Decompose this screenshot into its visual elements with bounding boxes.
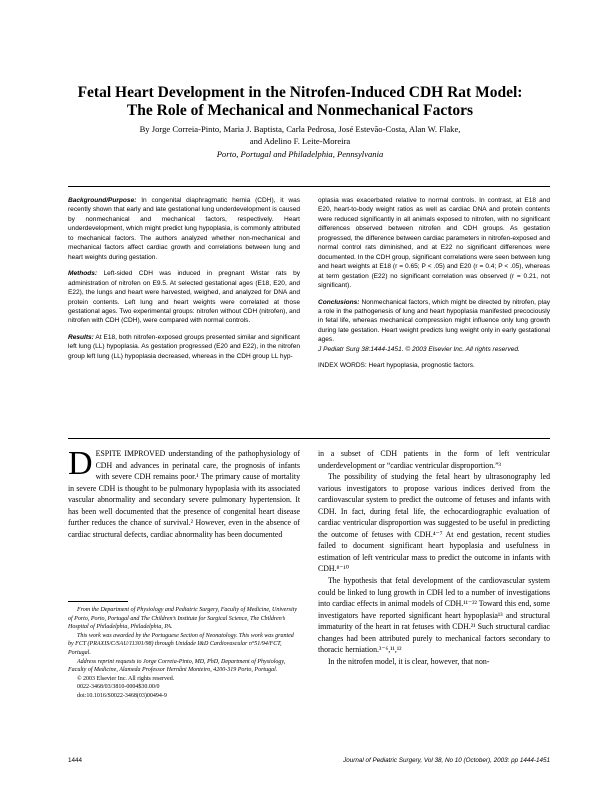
author-list — [70, 124, 530, 147]
drop-cap: D — [68, 445, 93, 482]
footnote-address: Address reprint requests to Jorge Correia-Pinto, MD, PhD, Department of Physiology, Faculty of Medicine, Alameda Professor Hernâni Monteiro, 4200-319 Porto, Portugal. — [68, 658, 286, 674]
abstract-background — [68, 196, 300, 262]
background-label: Background/Purpose: — [68, 197, 137, 204]
page-number: 1444 — [68, 757, 83, 764]
abstract-results-continued: oplasia was exacerbated relative to normal controls. In contrast, at E18 and E20, heart-to-body weight ratios as well as cardiac DNA and protein contents were reduced significantly in all animals exposed to nitrofen, with no significant differences observed between nitrofen and CDH groups. As gestation progressed, the difference between cardiac parameters in nitrofen-exposed and normal control rats diminished, and at E22 no significant differences were documented. In the CDH group, significant correlations were seen between lung and heart weights at E18 (r = 0.65; P < .05) and E20 (r = 0.4; P < .05), whereas at term gestation (E22) no significant correlation was observed (r = 0.21, not significant). — [318, 197, 550, 290]
title-line-2: The Role of Mechanical and Nonmechanical Factors — [126, 102, 474, 119]
article-title — [40, 84, 560, 120]
footnote-copyright: © 2003 Elsevier Inc. All rights reserved. — [77, 675, 175, 682]
results-text: At E18, both nitrofen-exposed groups presented similar and significant left lung (LL) hypoplasia. As gestation progressed (E20 and E22), in the nitrofen group left lung (LL) hypoplasia decreased, whereas in the CDH group LL hyp- — [68, 333, 300, 360]
abstract-methods — [68, 269, 300, 326]
abstract-bottom-rule — [68, 438, 550, 439]
footnotes — [68, 606, 300, 701]
methods-text: Left-sided CDH was induced in pregnant Wistar rats by administration of nitrofen on E9.5. At selected gestational ages (E18, E20, and E22), the lungs and heart were harvested, weighed, and analyzed for DNA and protein contents. Left lung and heart weights were correlated at those gestational ages. Two experimental groups: nitrofen without CDH (nitrofen), and nitrofen with CDH (CDH), were compared with normal controls. — [68, 270, 300, 325]
affiliation: Porto, Portugal and Philadelphia, Pennsylvania — [216, 149, 384, 159]
title-line-1: Fetal Heart Development in the Nitrofen-Induced CDH Rat Model: — [77, 84, 523, 101]
conclusions-text: Nonmechanical factors, which might be directed by nitrofen, play a role in the pathogenesis of lung and heart hypoplasia manifested precociously in fetal life, whereas mechanical compression might influence only lung growth during late gestation. Heart weight predicts lung weight only in early gestational ages. — [318, 298, 550, 344]
journal-citation: J Pediatr Surg 38:1444-1451. © 2003 Elsevier Inc. All rights reserved. — [318, 345, 520, 353]
authors-line-2: and Adelino F. Leite-Moreira — [249, 135, 351, 146]
abstract-conclusions — [318, 298, 550, 355]
results-label: Results: — [68, 333, 94, 341]
body-paragraph-4: In the nitrofen model, it is clear, however, that non- — [328, 656, 490, 666]
footnote-from: From the Department of Physiology and Pediatric Surgery, Faculty of Medicine, University of Porto, Porto, Portugal and The Children’s Institute for Surgical Science, The Children’s Hospital of Philadelphia, Philadelphia, PA. — [68, 607, 298, 631]
abstract-column-right — [318, 196, 550, 378]
index-words: INDEX WORDS: Heart hypoplasia, prognostic factors. — [318, 362, 475, 370]
background-text: In congenital diaphragmatic hernia (CDH), it was recently shown that early and late gestational lung underdevelopment is caused by nonmechanical and mechanical factors, respectively. Heart underdevelopment, which might predict lung hypoplasia, is commonly attributed to mechanical factors. The authors analyzed whether non-mechanical and mechanical factors affect cardiac growth and correlations between lung and heart weights during gestation. — [68, 197, 300, 261]
body-paragraph-2: The possibility of studying the fetal heart by ultrasonography led various investigators to propose various indices derived from the cardiovascular system to predict the outcome of fetuses and infants with CDH. In fact, during fetal life, the echocardiographic evaluation of cardiac ventricular disproportion was suggested to be useful in predicting the outcome of fetuses with CDH.⁴⁻⁷ At end gestation, recent studies failed to document significant heart hypoplasia and usefulness in estimation of left ventricular mass to predict the outcome in infants with CDH.⁸⁻¹⁰ — [318, 472, 550, 574]
body-paragraph-3: The hypothesis that fetal development of the cardiovascular system could be linked to lung growth in CDH led to a number of investigations into cardiac effects in animal models of CDH.¹¹⁻²² Toward this end, some investigators have reported significant heart hypoplasia¹³ and structural immaturity of the heart in rat fetuses with CDH.²¹ Such structural cardiac changes had been attributed purely to mechanical factors secondary to thoracic herniation.³⁻⁶,¹¹,¹² — [318, 576, 550, 655]
body-column-right — [318, 448, 550, 667]
intro-text: understanding of the pathophysiology of CDH and advances in perinatal care, the prognosis of infants with severe CDH remains poor.¹ The primary cause of mortality in severe CDH is thought to be pulmonary hypoplasia with its associated vascular abnormality and secondary severe pulmonary hypertension. It has been well documented that the presence of congenital heart disease further reduces the chance of survival.² However, even in the absence of cardiac structural defects, cardiac abnormality has been documented — [68, 449, 301, 539]
intro-paragraph — [68, 445, 301, 540]
authors-line-1: By Jorge Correia-Pinto, Maria J. Baptista, Carla Pedrosa, José Estevão-Costa, Alan W. Flake, — [139, 124, 461, 134]
body-column-left — [68, 445, 301, 540]
abstract-top-rule — [68, 186, 550, 187]
footnote-doi: doi:10.1016/S0022-3468(03)00494-9 — [77, 692, 167, 699]
abstract-results — [68, 333, 300, 361]
methods-label: Methods: — [68, 270, 98, 278]
footnote-issn: 0022-3468/03/3810-0004$30.00/0 — [77, 684, 160, 691]
footnote-award: This work was awarded by the Portuguese Section of Neonatology. This work was granted by FCT (PRAXIS/C/SAU/11301/98) through Unidade I&D Cardiovascular n°51/94/FCT, Portugal. — [68, 632, 294, 656]
abstract-column-left — [68, 196, 300, 368]
journal-footer: Journal of Pediatric Surgery, Vol 38, No 10 (October), 2003: pp 1444-1451 — [343, 757, 550, 764]
intro-lead: ESPITE IMPROVED — [95, 449, 166, 458]
conclusions-label: Conclusions: — [318, 298, 360, 306]
footnote-rule — [68, 601, 128, 602]
body-paragraph-1: in a subset of CDH patients in the form of left ventricular underdevelopment or “cardiac ventricular disproportion.”³ — [318, 449, 550, 470]
